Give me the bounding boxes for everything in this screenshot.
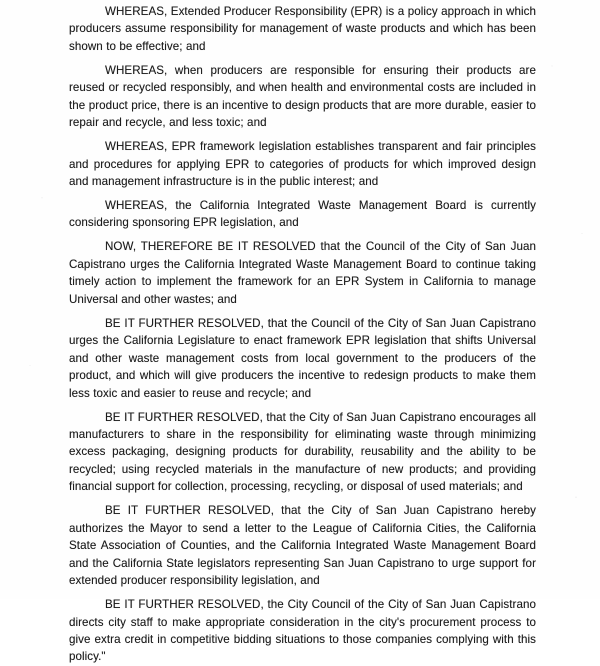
- paragraph-further-resolved-legislature: BE IT FURTHER RESOLVED, that the Council of the City of San Juan Capistrano urges the California Legislature to enact framework EPR legislation that shifts Universal and other waste management costs from local government to the producers of the product, and which will give producers the incentive to redesign products to make them less toxic and easier to reuse and recycle; and: [69, 316, 536, 400]
- paragraph-further-resolved-mayor-letter: BE IT FURTHER RESOLVED, that the City of San Juan Capistrano hereby authorizes the Mayor to send a letter to the League of California Cities, the California State Association of Counties, and the California Integrated Waste Management Board and the California State legislators representing San Juan Capistrano to urge support for extended producer responsibility legislation, and: [69, 504, 536, 588]
- paragraph-now-therefore-be-it-resolved: NOW, THEREFORE BE IT RESOLVED that the Council of the City of San Juan Capistrano urges the California Integrated Waste Management Board to continue taking timely action to implement the framework for an EPR System in California to manage Universal and other wastes; and: [69, 240, 536, 306]
- paragraph-further-resolved-manufacturers: BE IT FURTHER RESOLVED, that the City of San Juan Capistrano encourages all manufacturers to share in the responsibility for eliminating waste through minimizing excess packaging, designing products for durability, reusability and the ability to be recycled; using recycled materials in the manufacture of new products; and providing financial support for collection, processing, recycling, or disposal of used materials; and: [69, 410, 536, 494]
- paragraph-further-resolved-procurement: BE IT FURTHER RESOLVED, the City Council of the City of San Juan Capistrano directs city staff to make appropriate consideration in the city's procurement process to give extra credit in competitive bidding situations to those companies complying with this policy.": [69, 598, 536, 664]
- paragraph-whereas-epr-policy-approach: WHEREAS, Extended Producer Responsibility (EPR) is a policy approach in which producers assume responsibility for management of waste products and which has been shown to be effective; and: [69, 5, 536, 53]
- paragraph-whereas-framework-legislation: WHEREAS, EPR framework legislation establishes transparent and fair principles and procedures for applying EPR to categories of products for which improved design and management infrastructure is in the public interest; and: [69, 140, 536, 189]
- paragraph-whereas-ciwmb-considering: WHEREAS, the California Integrated Waste Management Board is currently considering sponsoring EPR legislation, and: [69, 199, 536, 230]
- document-body: [69, 3, 536, 666]
- paragraph-whereas-producers-responsible: WHEREAS, when producers are responsible for ensuring their products are reused or recycled responsibly, and when health and environmental costs are included in the product price, there is an incentive to design products that are more durable, easier to repair and recycle, and less toxic; and: [69, 63, 536, 130]
